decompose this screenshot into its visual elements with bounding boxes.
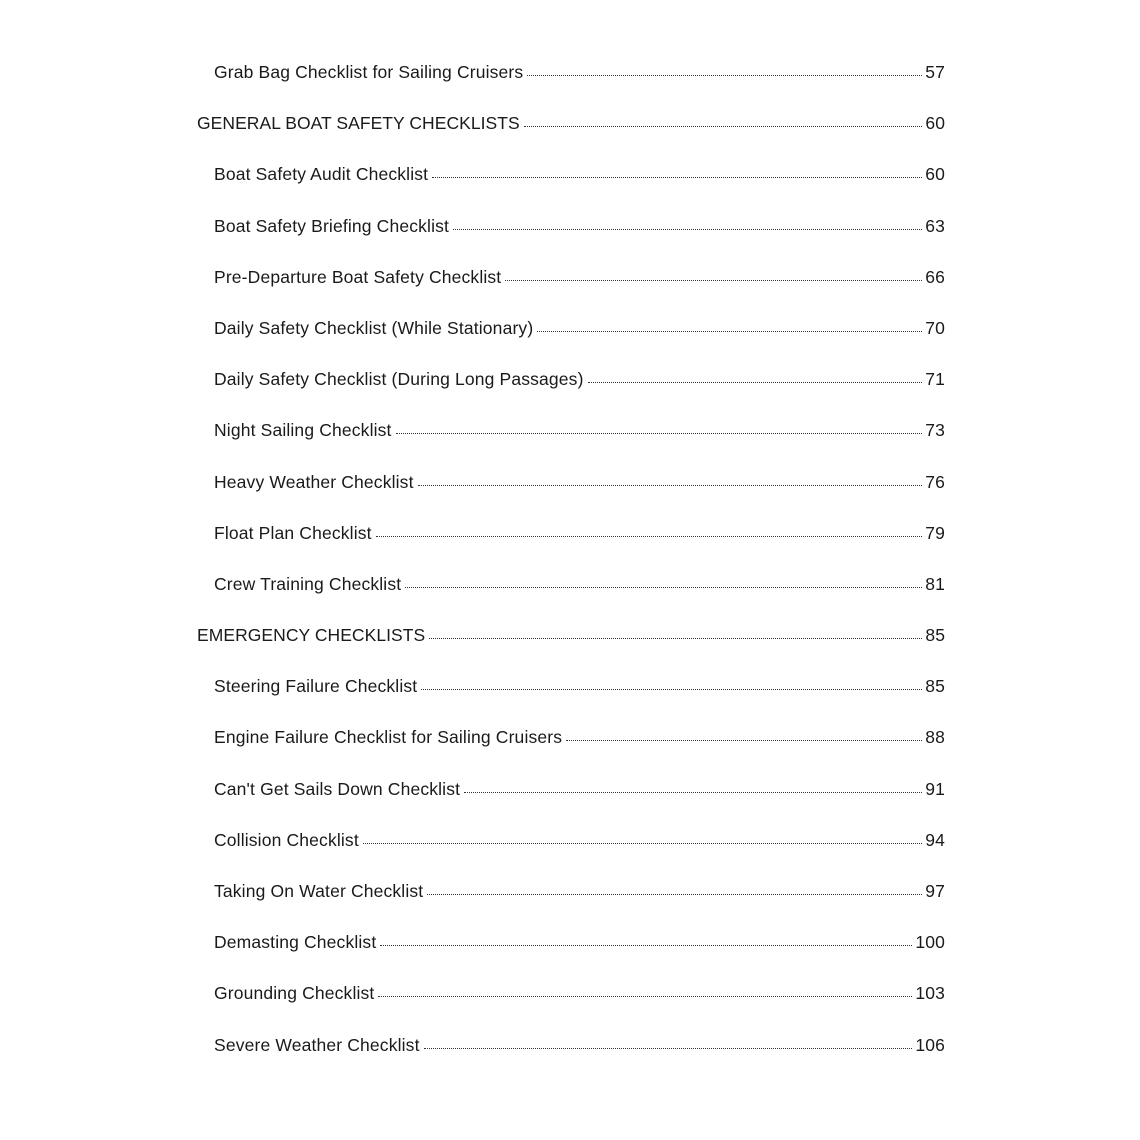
toc-entry-page: 73 — [925, 420, 945, 441]
toc-entry[interactable] — [197, 830, 945, 881]
toc-entry[interactable] — [197, 779, 945, 830]
toc-entry-page: 66 — [925, 266, 945, 287]
toc-entry[interactable] — [197, 727, 945, 778]
dot-leader — [566, 739, 922, 741]
toc-entry[interactable] — [197, 164, 945, 215]
toc-entry[interactable] — [197, 318, 945, 369]
toc-entry[interactable] — [197, 472, 945, 523]
dot-leader — [363, 842, 922, 844]
dot-leader — [537, 330, 922, 332]
toc-entry[interactable] — [197, 574, 945, 625]
toc-entry-title: Night Sailing Checklist — [214, 420, 392, 441]
toc-entry-page: 85 — [925, 676, 945, 697]
dot-leader — [424, 1047, 913, 1049]
dot-leader — [588, 381, 923, 383]
toc-entry-title: Engine Failure Checklist for Sailing Cruisers — [214, 727, 563, 748]
toc-entry-page: 70 — [925, 317, 945, 338]
toc-entry[interactable] — [197, 523, 945, 574]
dot-leader — [464, 791, 922, 793]
toc-entry-title: Steering Failure Checklist — [214, 676, 418, 697]
dot-leader — [453, 228, 922, 230]
toc-entry-title: Taking On Water Checklist — [214, 881, 424, 901]
table-of-contents — [197, 62, 945, 1086]
toc-entry-title: Boat Safety Audit Checklist — [214, 164, 429, 185]
toc-entry-title: Collision Checklist — [214, 829, 359, 850]
dot-leader — [405, 586, 922, 588]
toc-entry-title: Can't Get Sails Down Checklist — [214, 778, 461, 799]
toc-section-heading[interactable] — [197, 113, 945, 164]
toc-entry[interactable] — [197, 62, 945, 113]
toc-entry-title: Demasting Checklist — [214, 932, 377, 953]
toc-entry-title: Grounding Checklist — [214, 983, 375, 1004]
toc-entry-title: Pre-Departure Boat Safety Checklist — [214, 266, 502, 287]
dot-leader — [505, 279, 922, 281]
toc-entry-page: 57 — [925, 62, 945, 82]
toc-entry-page: 60 — [925, 113, 945, 134]
dot-leader — [378, 995, 912, 997]
dot-leader — [376, 535, 923, 537]
dot-leader — [418, 484, 923, 486]
toc-entry[interactable] — [197, 216, 945, 267]
toc-entry[interactable] — [197, 420, 945, 471]
toc-entry-title: EMERGENCY CHECKLISTS — [197, 625, 426, 646]
toc-section-heading[interactable] — [197, 625, 945, 676]
dot-leader — [524, 125, 923, 127]
toc-entry-title: Crew Training Checklist — [214, 573, 402, 594]
toc-entry-page: 91 — [925, 778, 945, 799]
toc-entry-page: 63 — [925, 215, 945, 236]
toc-entry-title: Grab Bag Checklist for Sailing Cruisers — [214, 62, 524, 82]
toc-entry[interactable] — [197, 267, 945, 318]
toc-entry[interactable] — [197, 1035, 945, 1086]
toc-entry[interactable] — [197, 369, 945, 420]
toc-entry-page: 81 — [925, 573, 945, 594]
toc-entry-title: Daily Safety Checklist (While Stationary) — [214, 317, 534, 338]
toc-entry-title: Float Plan Checklist — [214, 522, 372, 543]
toc-entry-page: 88 — [925, 727, 945, 748]
dot-leader — [380, 944, 912, 946]
toc-entry-page: 106 — [915, 1034, 945, 1055]
toc-entry-page: 79 — [925, 522, 945, 543]
toc-entry-page: 94 — [925, 829, 945, 850]
toc-entry[interactable] — [197, 881, 945, 932]
toc-entry-page: 71 — [925, 369, 945, 390]
toc-entry-title: Daily Safety Checklist (During Long Passages) — [214, 369, 584, 390]
dot-leader — [427, 893, 922, 895]
dot-leader — [432, 176, 922, 178]
dot-leader — [396, 432, 923, 434]
toc-entry-title: Boat Safety Briefing Checklist — [214, 215, 450, 236]
dot-leader — [429, 637, 922, 639]
toc-entry-page: 97 — [925, 881, 945, 901]
dot-leader — [421, 688, 922, 690]
toc-entry-title: Severe Weather Checklist — [214, 1034, 420, 1055]
toc-entry-page: 103 — [915, 983, 945, 1004]
toc-entry[interactable] — [197, 676, 945, 727]
toc-entry[interactable] — [197, 983, 945, 1034]
toc-entry-title: Heavy Weather Checklist — [214, 471, 414, 492]
toc-entry-page: 60 — [925, 164, 945, 185]
toc-entry[interactable] — [197, 932, 945, 983]
toc-entry-page: 100 — [915, 932, 945, 953]
toc-entry-page: 85 — [925, 625, 945, 646]
toc-entry-page: 76 — [925, 471, 945, 492]
dot-leader — [527, 74, 922, 76]
toc-entry-title: GENERAL BOAT SAFETY CHECKLISTS — [197, 113, 520, 134]
